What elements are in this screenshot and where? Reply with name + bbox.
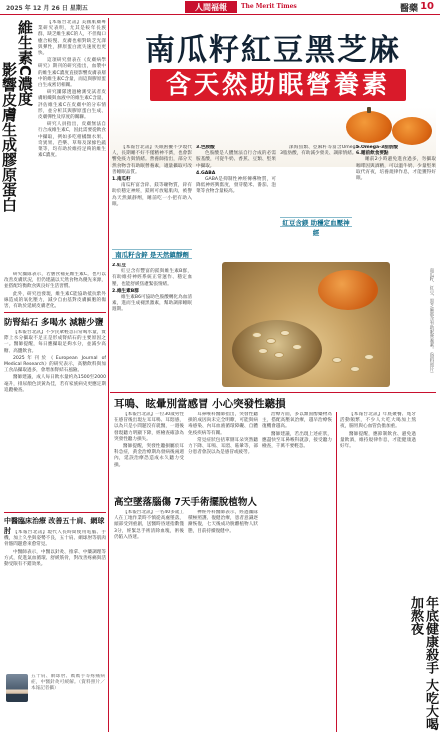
bottom-article-1-para: 常見症狀包括單側耳朵突然聽力下降、耳鳴、耳悶、眩暈等，部分患者會誤以為是感冒或疲勞。 xyxy=(188,437,258,456)
section-name: 醫藥 xyxy=(399,4,418,14)
seed-bowl xyxy=(232,320,322,380)
seed xyxy=(274,352,284,358)
seed xyxy=(350,366,360,372)
feature-subhead: 1.南瓜籽 xyxy=(112,177,131,183)
feature-col-5 xyxy=(356,145,436,279)
left-article-para: 【本報台北訊】美國肌膚專業研究表明，尤其是較年長族群，缺乏維生素C的人，不但傷口癒合較慢、皮膚也相對缺乏光澤與彈性，膠原蛋白流失速度也更快。 xyxy=(38,20,106,57)
left-article-para: 研究人員指出，皮膚無法自行合成維生素C，因此需要從飲食中攝取，例如多吃柑橘類水果、奇異果、芭樂、草莓及深綠色蔬菜等，均有助於維持足夠的維生素C濃度。 xyxy=(38,122,106,159)
masthead-logo: 人間福報 xyxy=(185,1,237,13)
bottom-article-1-para: 耳鼻喉科醫師指出，突發性聽損的成因尚未完全明瞭，可能與病毒感染、內耳血液循環障礙、自體免疫疾病等有關。 xyxy=(188,412,258,436)
feature-col-4 xyxy=(280,145,360,215)
feature-para: 紅豆含有豐富的鎂與維生素B群，有助維持神經系統正常運作、穩定血壓，也能舒緩焦慮緊張情緒。 xyxy=(112,269,192,287)
bottom-article-1-para: 【本報台北訊】一位30歲男性在感冒後出現左耳耳鳴、耳悶感，以為只是小問題沒有就醫，一週後發現聽力明顯下降，經檢查確診為突發性聽力損失。 xyxy=(114,412,184,442)
mid-left-divider xyxy=(4,512,106,513)
seed xyxy=(364,354,374,360)
bottom-article-1-para: 醫師建議，若出現上述症狀，應盡快至耳鼻喉科就診，接受聽力檢查，千萬不要輕忽。 xyxy=(262,431,332,450)
left-article-body xyxy=(38,20,106,270)
bottom-column-rule xyxy=(336,412,337,732)
feature-subhead: 3.色胺酸 xyxy=(196,145,215,150)
seed xyxy=(332,357,342,363)
pumpkin-stem xyxy=(367,107,371,113)
feature-caption-left: 南瓜籽含鋅 是天然鎮靜劑 xyxy=(112,249,192,259)
page-header xyxy=(0,0,440,15)
photo-bio: 五十肩、網球肘、媽媽手等疼痛病症，中醫針灸可緩解。（資料照片／本報記者攝） xyxy=(31,674,105,692)
mid-left-para: 【本報台北訊】不少民眾輕忽日常喝水量，實際上水分攝取不足正是形成腎結石的主要原因之一。醫師提醒，每日應攝取足夠水分，並減少高糖、高鹽飲食。 xyxy=(4,330,106,354)
mid-left-para: 醫師建議，成人每日飲水量約為1500至2000毫升，排尿顏色淡黃為佳，若有家族病史更應定期追蹤檢查。 xyxy=(4,375,106,393)
bottom-left-title: 中醫臨床治療 改善五十肩、網球肘 xyxy=(4,517,105,535)
right-bottom-para: 醫師提醒，應節制飲食、避免過量飲酒，維持規律作息，才能健康過好年。 xyxy=(340,431,416,450)
left-article-body-lower xyxy=(4,272,106,310)
bottom-article-1-para: 治療方面，多以類固醇藥物為主，搭配高壓氧治療，越早治療恢復機會越高。 xyxy=(262,412,332,430)
seed xyxy=(252,332,262,338)
seed xyxy=(266,338,276,344)
bottom-article-1-para: 醫師提醒，突發性聽損屬於耳科急症，黃金治療期為發病後兩週內，延誤治療恐造成永久聽力受損。 xyxy=(114,444,184,468)
issue-date: 2025 年 12 月 26 日 星期五 xyxy=(6,5,88,12)
feature-subhead: 4.GABA xyxy=(196,170,216,176)
feature-para: GABA是抑制性神經傳導物質，可降低神經興奮度，發芽糙米、番茄、泡菜等食物含量較高。 xyxy=(196,177,276,195)
left-divider xyxy=(4,312,106,313)
bottom-article-1-col-2 xyxy=(188,412,258,492)
bottom-left-body xyxy=(4,530,106,670)
feature-subhead: 5.Omega-3脂肪酸 xyxy=(356,145,399,150)
right-bottom-title: 年底健康殺手 大吃大喝加熬夜 xyxy=(408,596,438,731)
mid-left-para: 2025年刊於《European Journal of Medical Research》的研究表示，高糖飲料與加工食品攝取過多，會增加腎結石風險。 xyxy=(4,355,106,374)
bottom-article-1-col-3 xyxy=(262,412,332,492)
mid-left-title: 防腎結石 多喝水 減糖少鹽 xyxy=(4,318,104,328)
feature-para: 【本報台北訊】失眠困擾不少現代人，長期睡不好不僅精神不濟，也會影響免疫力與情緒。營養師指出，部分天然食物含有助眠營養素，適量攝取可改善睡眠品質。 xyxy=(112,145,192,175)
feature-para: 色胺酸是人體無法自行合成的必需胺基酸，可從牛奶、香蕉、豆類、堅果中攝取。 xyxy=(196,151,276,169)
left-article-para: 此外，研究也發現，維生素C能協助抵抗紫外線造成的氧化壓力，減少自由基對皮膚細胞的傷害，有助於延緩皮膚老化。 xyxy=(4,291,106,310)
masthead-english: The Merit Times xyxy=(241,3,297,10)
doctor-photo xyxy=(6,674,28,702)
feature-para: 南瓜籽富含鋅、鎂等礦物質，鋅有助於穩定神經，鎂則可放鬆肌肉，被譽為天然鎮靜劑，睡前吃一小把有助入眠。 xyxy=(112,183,192,207)
seed xyxy=(280,330,290,336)
small-pumpkin xyxy=(318,270,378,310)
feature-col-1 xyxy=(112,145,192,247)
feature-caption-right: 紅豆含鎂 助穩定血壓神經 xyxy=(280,217,352,227)
left-article-para: 研究團隊透過檢測受試者皮膚組織與血液中的維生素C含量，評估維生素C在皮膚中的分布情形，並分析其與膠原蛋白生成、皮膚彈性及厚度的關聯。 xyxy=(38,90,106,121)
right-bottom-para: 【本報台北訊】年底聚餐、尾牙活動頻繁，不少人大吃大喝加上熬夜，腸胃與心血管負擔加重。 xyxy=(340,412,416,430)
feature-col-2 xyxy=(112,263,192,383)
feature-subhead: 6.睡前飲食要點 xyxy=(356,151,389,157)
feature-para: 深海魚類、亞麻籽等富含Omega-3脂肪酸，有助減少發炎、調節情緒。 xyxy=(280,145,360,157)
bottom-article-2-para: 神經外科醫師表示，經過團隊積極照護、復健治療，患者意識逐漸恢復，七天後成功脫離植物人狀態，目前持續復健中。 xyxy=(188,510,258,534)
bottom-article-1-headline: 耳鳴、眩暈別當感冒 小心突發性聽損 xyxy=(114,398,286,410)
column-rule xyxy=(108,18,109,732)
pumpkin-image xyxy=(346,111,392,143)
feature-col-3 xyxy=(196,145,276,279)
left-article-para: 這項研究發表在《皮膚病學研究》期刊的研究指出，血漿中的維生素C濃度直接影響皮膚表層中的維生素C含量，而這與膠原蛋白生成密切相關。 xyxy=(38,58,106,89)
left-article-title-2: 影響皮膚生成膠原蛋白 xyxy=(0,62,18,212)
bottom-article-2-col-1 xyxy=(114,510,184,732)
bottom-left-para: 【本報台北訊】現代人長時間使用電腦、手機，加上久坐與姿勢不良，五十肩、網球肘等肌肉骨骼問題愈來愈常見。 xyxy=(4,530,106,548)
bottom-article-2-para: 【本報台北訊】一名40多歲工人在工地作業時不慎從高處墜落，頭部受到重創，送醫時昏迷指數僅3分，經緊急手術清除血塊，術後仍陷入昏迷。 xyxy=(114,510,184,540)
photo-credit: 南瓜籽、紅豆、黑芝麻都含有助眠營養素。（資料照片） xyxy=(429,268,434,376)
seed xyxy=(292,344,302,350)
feature-para: 睡前2小時避免進食過多，勿攝取咖啡因與酒精，可以溫牛奶、少量堅果取代宵夜，培養規律作息，才能獲得好眠。 xyxy=(356,157,436,182)
bottom-article-1-col-1 xyxy=(114,412,184,492)
left-article-title-1: 維生素C濃度 xyxy=(16,20,34,107)
right-bottom-body xyxy=(340,412,416,730)
feature-para: 維生素B6可協助色胺酸轉化為血清素，進而生成褪黑激素，幫助調節睡眠週期。 xyxy=(112,295,192,313)
feature-headline: 南瓜籽紅豆黑芝麻 xyxy=(145,33,401,68)
pumpkin-seeds-image xyxy=(222,262,390,387)
feature-subheadline: 含天然助眠營養素 xyxy=(150,69,406,101)
page-number: 10 xyxy=(420,1,434,12)
bottom-left-para: 中醫師表示，中醫以針灸、推拿、中藥調理等方式，促進氣血循環、舒緩筋骨，對改善疼痛與活動受限有不錯效果。 xyxy=(4,549,106,568)
left-article-para: 研究團隊表示，若膳食補充維生素C，也可以改善皮膚狀況，但仍建議以天然食物為優先來源，並搭配均衡飲食與良好生活習慣。 xyxy=(4,272,106,290)
bottom-article-2-col-2 xyxy=(188,510,258,732)
feature-subhead: 2.維生素B群 xyxy=(112,288,139,294)
bottom-article-2-headline: 高空墜落腦傷 7天手術擺脫植物人 xyxy=(114,497,257,508)
mid-left-body xyxy=(4,330,106,452)
seed xyxy=(258,348,268,354)
feature-subhead: 2.紅豆 xyxy=(112,263,127,268)
pumpkin-image xyxy=(392,117,432,145)
feature-bottom-rule xyxy=(110,392,436,393)
